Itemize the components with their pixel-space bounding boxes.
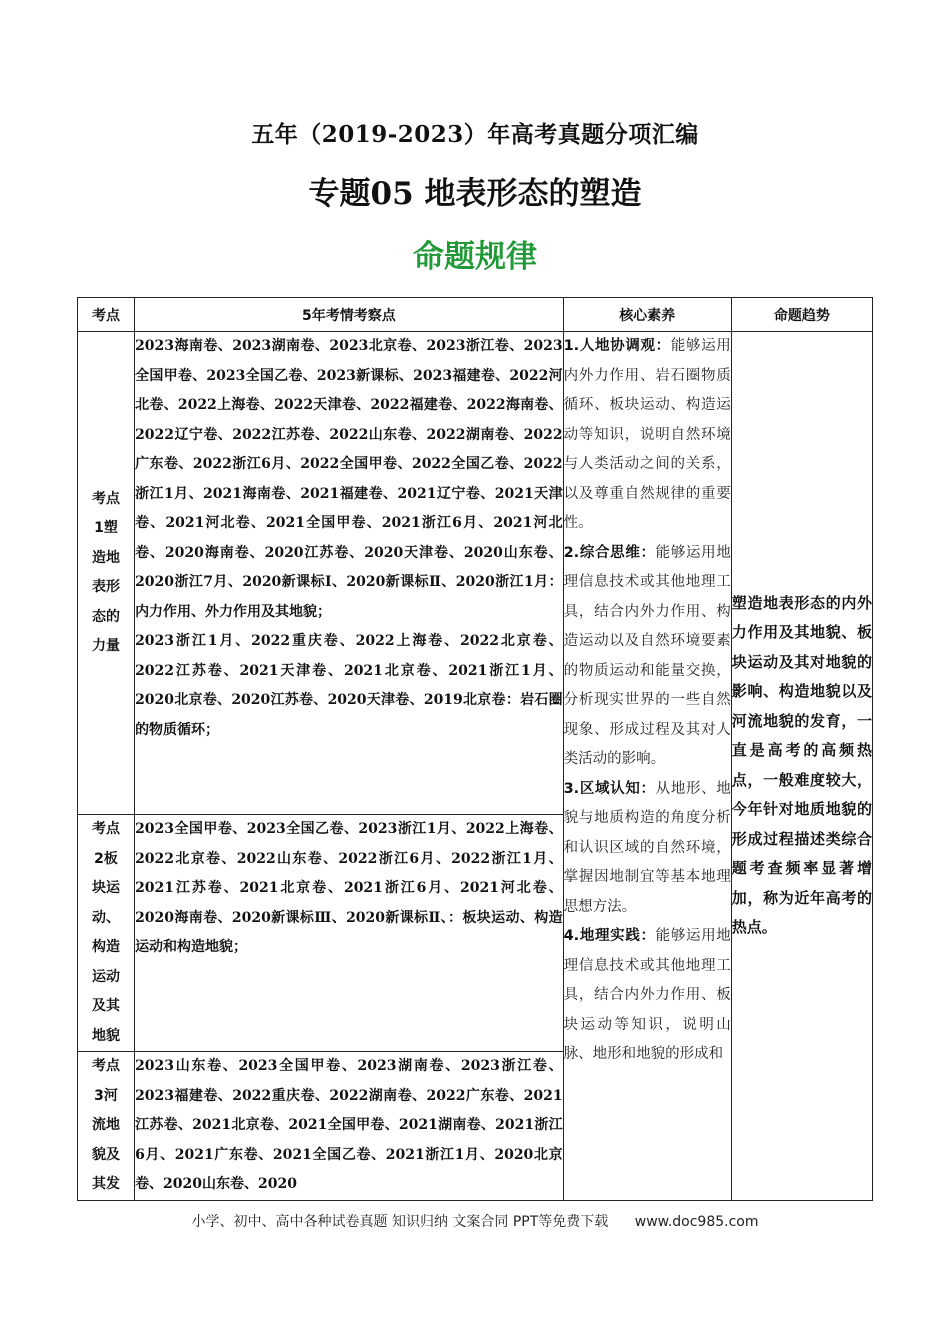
table-header-row [78, 298, 873, 332]
column-header-trend: 命题趋势 [731, 298, 872, 332]
proposition-table [77, 297, 873, 1201]
exam-text-1a: 2023海南卷、2023湖南卷、2023北京卷、2023浙江卷、2023全国甲卷、2023全国乙卷、2023新课标、2023福建卷、2022河北卷、2022上海卷、2022天津卷、2022福建卷、2022海南卷、2022辽宁卷、2022江苏卷、2022山东卷、2022湖南卷、2022广东卷、2022浙江6月、2022全国甲卷、2022全国乙卷、2022浙江1月、2021海南卷、2021福建卷、2021辽宁卷、2021天津卷、2021河北卷、2021全国甲卷、2021浙江6月、2021河北卷、2020海南卷、2020江苏卷、2020天津卷、2020山东卷、2020浙江7月、2020新课标Ⅰ、2020新课标Ⅱ、2020浙江1月：内力作用、外力作用及其地貌； [135, 338, 563, 620]
core-item-1: 1.人地协调观：能够运用内外力作用、岩石圈物质循环、板块运动、构造运动等知识，说明自然环境与人类活动之间的关系，以及尊重自然规律的重要性。 [563, 338, 731, 531]
column-header-kp: 考点 [78, 298, 135, 332]
core-item-3: 3.区域认知：从地形、地貌与地质构造的角度分析和认识区域的自然环境，掌握因地制宜等基本地理思想方法。 [563, 780, 731, 915]
document-title: 五年（2019-2023）年高考真题分项汇编 [251, 121, 699, 148]
kp-cell-3 [78, 1052, 135, 1201]
exam-text-2: 2023全国甲卷、2023全国乙卷、2023浙江1月、2022上海卷、2022北京卷、2022山东卷、2022浙江6月、2022浙江1月、2021江苏卷、2021北京卷、2021浙江6月、2021河北卷、2020海南卷、2020新课标Ⅲ、2020新课标Ⅱ、：板块运动、构造运动和构造地貌； [135, 821, 563, 955]
core-item-4: 4.地理实践：能够运用地理信息技术或其他地理工具，结合内外力作用、板块运动等知识，说明山脉、地形和地貌的形成和 [563, 928, 731, 1062]
exam-cell-3 [135, 1052, 564, 1201]
kp-label-2: 考点2板块运动、构造运动及其地貌 [92, 821, 121, 1044]
kp-cell-1 [78, 332, 135, 815]
table-row [78, 332, 873, 815]
trend-cell: 塑造地表形态的内外力作用及其地貌、板块运动及其对地貌的影响、构造地貌以及河流地貌的发育，一直是高考的高频热点，一般难度较大，今年针对地质地貌的形成过程描述类综合题考查频率显著增加，称为近年高考的热点。 [731, 332, 872, 1201]
topic-title: 专题05 地表形态的塑造 [308, 176, 642, 212]
page-footer [0, 1211, 950, 1231]
footer-url[interactable]: www.doc985.com [634, 1214, 759, 1230]
kp-cell-2 [78, 815, 135, 1052]
exam-cell-2 [135, 815, 564, 1052]
column-header-exam: 5年考情考察点 [135, 298, 564, 332]
core-item-2: 2.综合思维：能够运用地理信息技术或其他地理工具，结合内外力作用、构造运动以及自然环境要素的物质运动和能量交换，分析现实世界的一些自然现象、形成过程及其对人类活动的影响。 [563, 544, 731, 767]
column-header-core: 核心素养 [563, 298, 731, 332]
exam-text-3: 2023山东卷、2023全国甲卷、2023湖南卷、2023浙江卷、2023福建卷、2022重庆卷、2022湖南卷、2022广东卷、2021江苏卷、2021北京卷、2021全国甲卷、2021湖南卷、2021浙江6月、2021广东卷、2021全国乙卷、2021浙江1月、2020北京卷、2020山东卷、2020 [135, 1058, 563, 1192]
exam-text-1b: 2023浙江1月、2022重庆卷、2022上海卷、2022北京卷、2022江苏卷、2021天津卷、2021北京卷、2021浙江1月、2020北京卷、2020江苏卷、2020天津卷、2019北京卷：岩石圈的物质循环； [135, 633, 563, 738]
section-title: 命题规律 [413, 239, 537, 275]
footer-text: 小学、初中、高中各种试卷真题 知识归纳 文案合同 PPT等免费下载 [191, 1214, 609, 1230]
exam-cell-1 [135, 332, 564, 815]
kp-label-3: 考点3河流地貌及其发 [92, 1058, 121, 1192]
kp-label-1: 考点1塑造地表形态的力量 [92, 490, 121, 654]
core-literacy-cell [563, 332, 731, 1201]
